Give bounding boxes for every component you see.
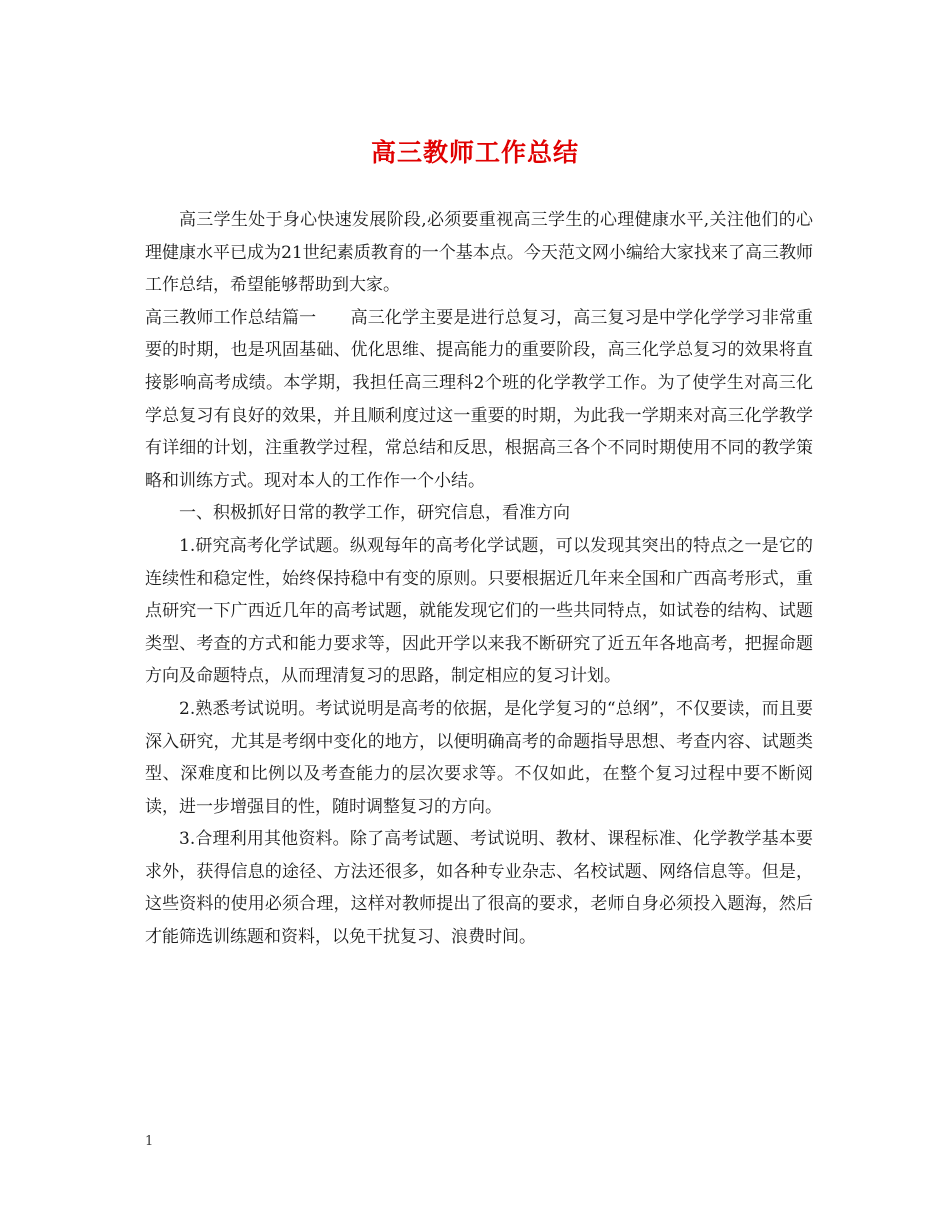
paragraph-point-2: 2.熟悉考试说明。考试说明是高考的依据，是化学复习的“总纲”，不仅要读，而且要深入研究，尤其是考纲中变化的地方，以便明确高考的命题指导思想、考查内容、试题类型、深难度和比例以及考查能力的层次要求等。不仅如此，在整个复习过程中要不断阅读，进一步增强目的性，随时调整复习的方向。 — [145, 698, 813, 817]
paragraph-section-one: 高三教师工作总结篇一 高三化学主要是进行总复习，高三复习是中学化学学习非常重要的时期，也是巩固基础、优化思维、提高能力的重要阶段，高三化学总复习的效果将直接影响高考成绩。本学期，我担任高三理科2个班的化学教学工作。为了使学生对高三化学总复习有良好的效果，并且顺利度过这一重要的时期，为此我一学期来对高三化学教学有详细的计划，注重教学过程，常总结和反思，根据高三各个不同时期使用不同的教学策略和训练方式。现对本人的工作作一个小结。 — [145, 307, 813, 491]
paragraph-intro: 高三学生处于身心快速发展阶段,必须要重视高三学生的心理健康水平,关注他们的心理健康水平已成为21世纪素质教育的一个基本点。今天范文网小编给大家找来了高三教师工作总结，希望能够帮助到大家。 — [145, 210, 813, 296]
document-body — [145, 204, 813, 954]
document-title: 高三教师工作总结 — [370, 138, 579, 167]
page-number: 1 — [145, 1134, 154, 1149]
heading-part-one: 一、积极抓好日常的教学工作，研究信息，看准方向 — [179, 503, 570, 524]
paragraph-point-1: 1.研究高考化学试题。纵观每年的高考化学试题，可以发现其突出的特点之一是它的连续性和稳定性，始终保持稳中有变的原则。只要根据近几年来全国和广西高考形式，重点研究一下广西近几年的高考试题，就能发现它们的一些共同特点，如试卷的结构、试题类型、考查的方式和能力要求等，因此开学以来我不断研究了近五年各地高考，把握命题方向及命题特点，从而理清复习的思路，制定相应的复习计划。 — [145, 535, 813, 687]
paragraph-point-3: 3.合理利用其他资料。除了高考试题、考试说明、教材、课程标准、化学教学基本要求外，获得信息的途径、方法还很多，如各种专业杂志、名校试题、网络信息等。但是，这些资料的使用必须合理，这样对教师提出了很高的要求，老师自身必须投入题海，然后才能筛选训练题和资料，以免干扰复习、浪费时间。 — [145, 829, 813, 948]
